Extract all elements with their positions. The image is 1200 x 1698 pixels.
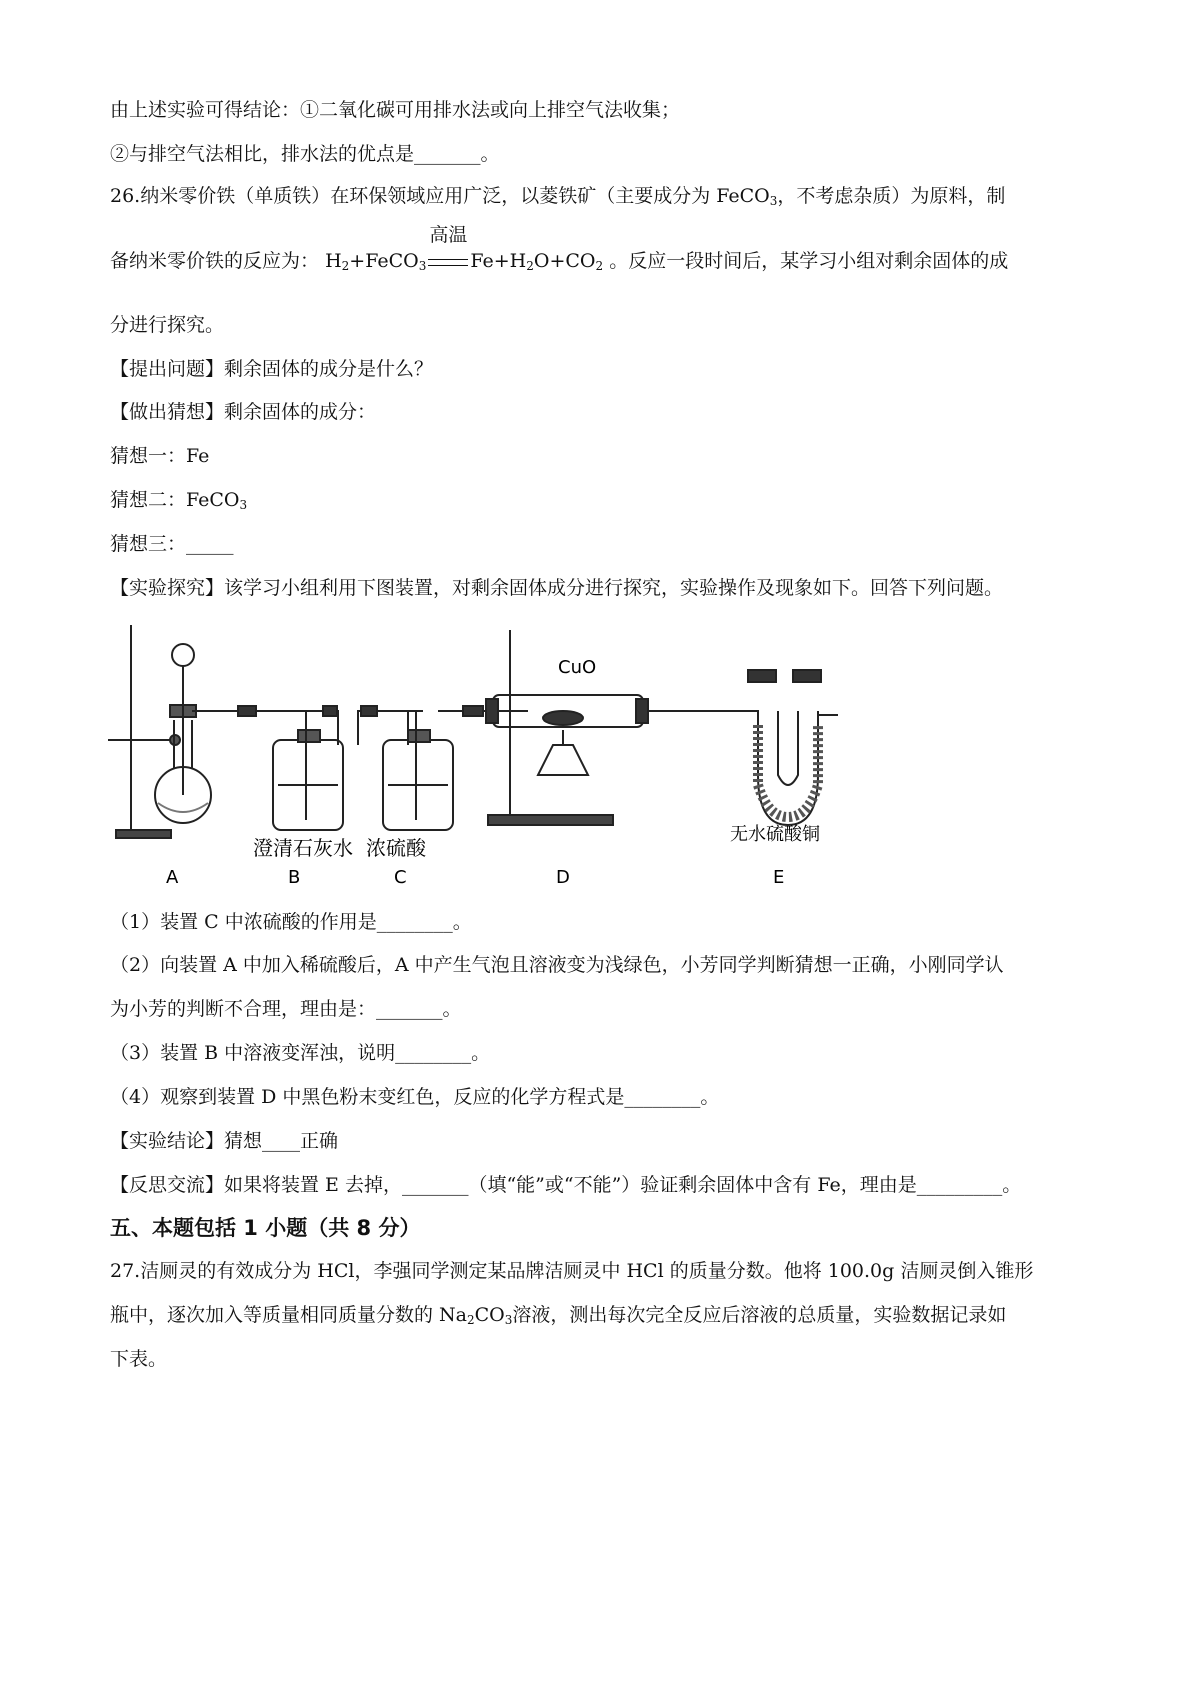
part-4: （4）观察到装置 D 中黑色粉末变红色，反应的化学方程式是________。 (110, 1086, 720, 1108)
part-3: （3）装置 B 中溶液变浑浊，说明________。 (110, 1042, 491, 1064)
caption-b: 澄清石灰水 (253, 836, 353, 860)
apparatus-e (748, 670, 838, 825)
sub-2: 2 (467, 1313, 475, 1327)
conclusion-line-2: ②与排空气法相比，排水法的优点是_______。 (110, 143, 500, 165)
reaction-arrow (426, 224, 470, 274)
question-27-line-1: 27.洁厕灵的有效成分为 HCl，李强同学测定某品牌洁厕灵中 HCl 的质量分数。他将 100.0g 洁厕灵倒入锥形 (110, 1260, 1034, 1282)
q26-text-b: ，不考虑杂质）为原料，制 (777, 185, 1006, 207)
conclusion-line-1: 由上述实验可得结论：①二氧化碳可用排水法或向上排空气法收集； (110, 99, 681, 121)
part-1: （1）装置 C 中浓硫酸的作用是________。 (110, 911, 472, 933)
question-27-line-3: 下表。 (110, 1348, 168, 1370)
cuo-label: CuO (558, 657, 597, 678)
label-c: C (394, 867, 407, 888)
label-d: D (556, 867, 570, 888)
sub-3: 3 (769, 194, 778, 208)
sub-2: 2 (341, 259, 350, 273)
sub-3: 3 (504, 1313, 513, 1327)
part-2b: 为小芳的判断不合理，理由是：_______。 (110, 998, 462, 1020)
sub-2: 2 (526, 259, 534, 273)
question-27-line-2 (110, 1302, 1006, 1328)
ask-question: 【提出问题】剩余固体的成分是什么？ (110, 358, 434, 380)
eq-feco: +FeCO (349, 250, 419, 272)
eq-o-co: O+CO (533, 250, 596, 272)
label-e: E (773, 867, 785, 888)
eq-fe-h: Fe+H (470, 250, 527, 272)
apparatus-d (486, 630, 748, 825)
experiment-conclusion: 【实验结论】猜想____正确 (110, 1130, 339, 1152)
question-26-intro (110, 183, 1005, 209)
sub-3: 3 (418, 259, 427, 273)
reflection: 【反思交流】如果将装置 E 去掉，_______（填“能”或“不能”）验证剩余固体中含有 Fe，理由是_________。 (110, 1174, 1022, 1196)
eq-h: H (325, 250, 342, 272)
sub-2: 2 (595, 259, 604, 273)
question-26-cont: 分进行探究。 (110, 314, 225, 336)
eq-prefix: 备纳米零价铁的反应为： (110, 250, 320, 272)
q27-text-a: 瓶中，逐次加入等质量相同质量分数的 Na (110, 1304, 467, 1326)
caption-e: 无水硫酸铜 (730, 824, 820, 845)
eq-suffix: 。反应一段时间后，某学习小组对剩余固体的成 (609, 250, 1009, 272)
chem-equation (325, 224, 609, 273)
reaction-condition: 高温 (429, 224, 468, 246)
question-26-equation-line (110, 224, 1009, 274)
label-a: A (166, 867, 179, 888)
sub-3: 3 (239, 498, 248, 512)
q27-text-c: 溶液，测出每次完全反应后溶液的总质量，实验数据记录如 (512, 1304, 1007, 1326)
guess-1: 猜想一：Fe (110, 445, 210, 467)
guess-2 (110, 487, 247, 513)
bottle-b (273, 710, 343, 830)
section-5-heading: 五、本题包括 1 小题（共 8 分） (110, 1216, 421, 1240)
label-b: B (288, 867, 301, 888)
q27-text-b: CO (474, 1304, 505, 1326)
apparatus-a (108, 625, 238, 838)
bottle-c (383, 706, 528, 830)
experiment-explore: 【实验探究】该学习小组利用下图装置，对剩余固体成分进行探究，实验操作及现象如下。回答下列问题。 (110, 577, 1004, 599)
part-2a: （2）向装置 A 中加入稀硫酸后，A 中产生气泡且溶液变为浅绿色，小芳同学判断猜想一正确，小刚同学认 (110, 954, 1004, 976)
make-guess: 【做出猜想】剩余固体的成分： (110, 401, 377, 423)
guess-3: 猜想三：_____ (110, 533, 234, 555)
guess-2-text: 猜想二：FeCO (110, 489, 240, 511)
caption-c: 浓硫酸 (366, 836, 426, 860)
q26-text-a: 26.纳米零价铁（单质铁）在环保领域应用广泛，以菱铁矿（主要成分为 FeCO (110, 185, 770, 207)
